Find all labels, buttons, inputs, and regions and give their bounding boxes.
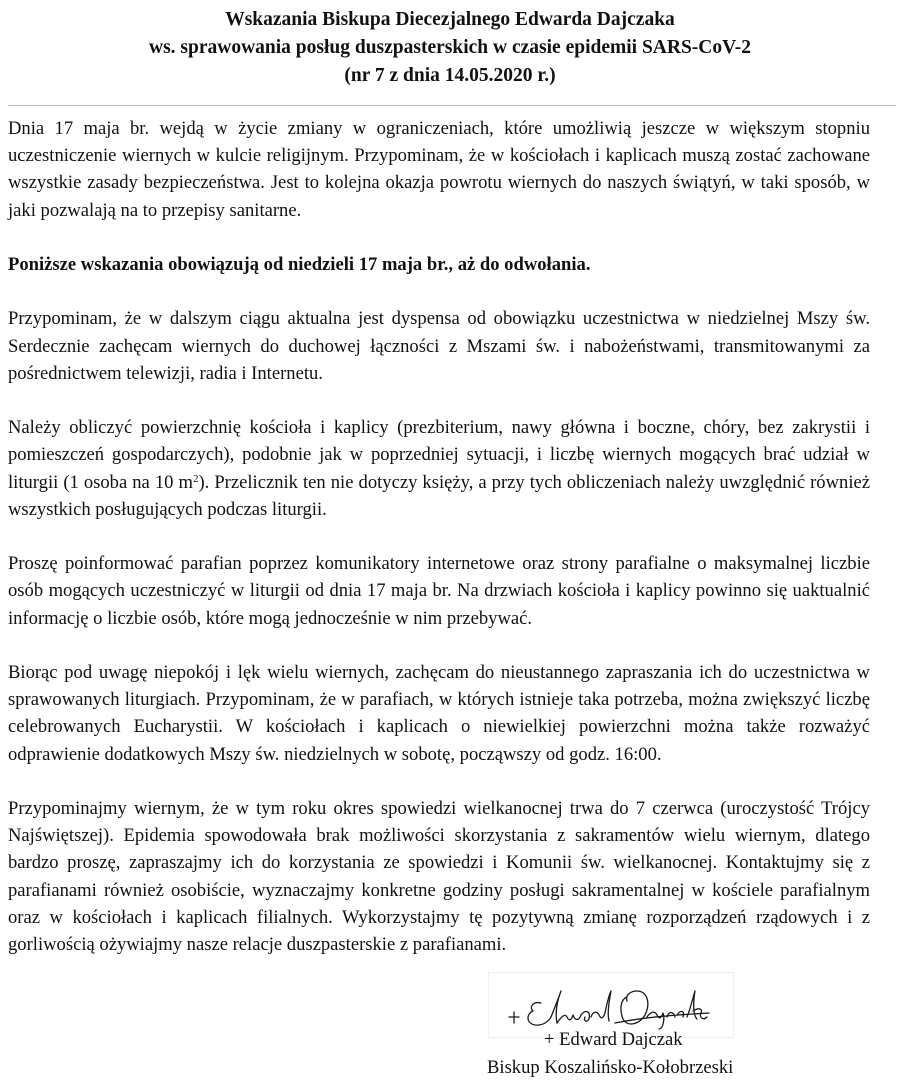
signer-title: Biskup Koszalińsko-Kołobrzeski bbox=[487, 1057, 734, 1078]
paragraph-inform: Proszę poinformować parafian poprzez komunikatory internetowe oraz strony parafialne o maksymalnej liczbie osób mogących uczestniczyć w liturgii od dnia 17 maja br. Na drzwiach kościoła i kaplicy powinno się uaktualnić informację o liczbie osób, które mogą jednocześnie w nim przebywać. bbox=[8, 553, 870, 629]
paragraph-intro: Dnia 17 maja br. wejdą w życie zmiany w ograniczeniach, które umożliwią jeszcze w większym stopniu uczestniczenie wiernych w kulcie religijnym. Przypominam, że w kościołach i kaplicach muszą zostać zachowane wszystkie zasady bezpieczeństwa. Jest to kolejna okazja powrotu wiernych do naszych świątyń, w taki sposób, w jaki pozwalają na to przepisy sanitarne. bbox=[8, 118, 870, 221]
paragraph-dispensation: Przypominam, że w dalszym ciągu aktualna jest dyspensa od obowiązku uczestnictwa w niedzielnej Mszy św. Serdecznie zachęcam wiernych do duchowej łączności z Mszami św. i nabożeństwami, transmitowanymi za pośrednictwem telewizji, radia i Internetu. bbox=[8, 308, 870, 384]
paragraph-validity: Poniższe wskazania obowiązują od niedzieli 17 maja br., aż do odwołania. bbox=[8, 254, 591, 275]
document-header bbox=[0, 6, 900, 90]
capacity-text-b: ). Przelicznik ten nie dotyczy księży, a przy tych obliczeniach należy uwzględnić również wszystkich posługujących podczas liturgii. bbox=[8, 471, 870, 520]
paragraph-gap bbox=[8, 523, 870, 550]
capacity-text-a: Należy obliczyć powierzchnię kościoła i kaplicy (prezbiterium, nawy główna i boczne, chóry, bez zakrystii i pomieszczeń gospodarczych), podobnie jak w poprzedniej sytuacji, i liczbę wiernych mogących brać udział w liturgii (1 osoba na 10 m bbox=[8, 417, 870, 493]
signature-image bbox=[495, 977, 725, 1031]
paragraph-gap bbox=[8, 278, 870, 305]
header-subject: ws. sprawowania posług duszpasterskich w czasie epidemii SARS-CoV-2 bbox=[148, 37, 751, 58]
paragraph-confession: Przypominajmy wiernym, że w tym roku okres spowiedzi wielkanocnej trwa do 7 czerwca (uroczystość Trójcy Najświętszej). Epidemia spowodowała brak możliwości skorzystania z sakramentów wielu wiernym, dlatego bardzo proszę, zapraszajmy ich do korzystania ze spowiedzi i Komunii św. wielkanocnej. Kontaktujmy się z parafianami również osobiście, wyznaczajmy konkretne godziny posługi sakramentalnej w kościele parafialnym oraz w kościołach i kaplicach filialnych. Wykorzystajmy tę pozytywną zmianę rozporządzeń rządowych i z gorliwością ożywiajmy nasze relacje duszpasterskie z parafianami. bbox=[8, 797, 870, 955]
signer-name: + Edward Dajczak bbox=[544, 1029, 683, 1050]
paragraph-additional-masses: Biorąc pod uwagę niepokój i lęk wielu wiernych, zachęcam do nieustannego zapraszania ich do uczestnictwa w sprawowanych liturgiach. Przypominam, że w parafiach, w których istnieje taka potrzeba, można zwiększyć liczbę celebrowanych Eucharystii. W kościołach i kaplicach o niewielkiej powierzchni można także rozważyć odprawienie dodatkowych Mszy św. niedzielnych w sobotę, począwszy od godz. 16:00. bbox=[8, 661, 870, 765]
paragraph-gap bbox=[8, 632, 870, 659]
paragraph-gap bbox=[8, 768, 870, 795]
header-divider bbox=[8, 105, 896, 106]
paragraph-gap bbox=[8, 224, 870, 251]
header-number-date: (nr 7 z dnia 14.05.2020 r.) bbox=[344, 65, 556, 86]
superscript-two: 2 bbox=[192, 472, 199, 485]
paragraph-capacity bbox=[8, 414, 870, 523]
document-body bbox=[8, 115, 870, 958]
header-title: Wskazania Biskupa Diecezjalnego Edwarda Dajczaka bbox=[225, 9, 675, 30]
paragraph-gap bbox=[8, 387, 870, 414]
